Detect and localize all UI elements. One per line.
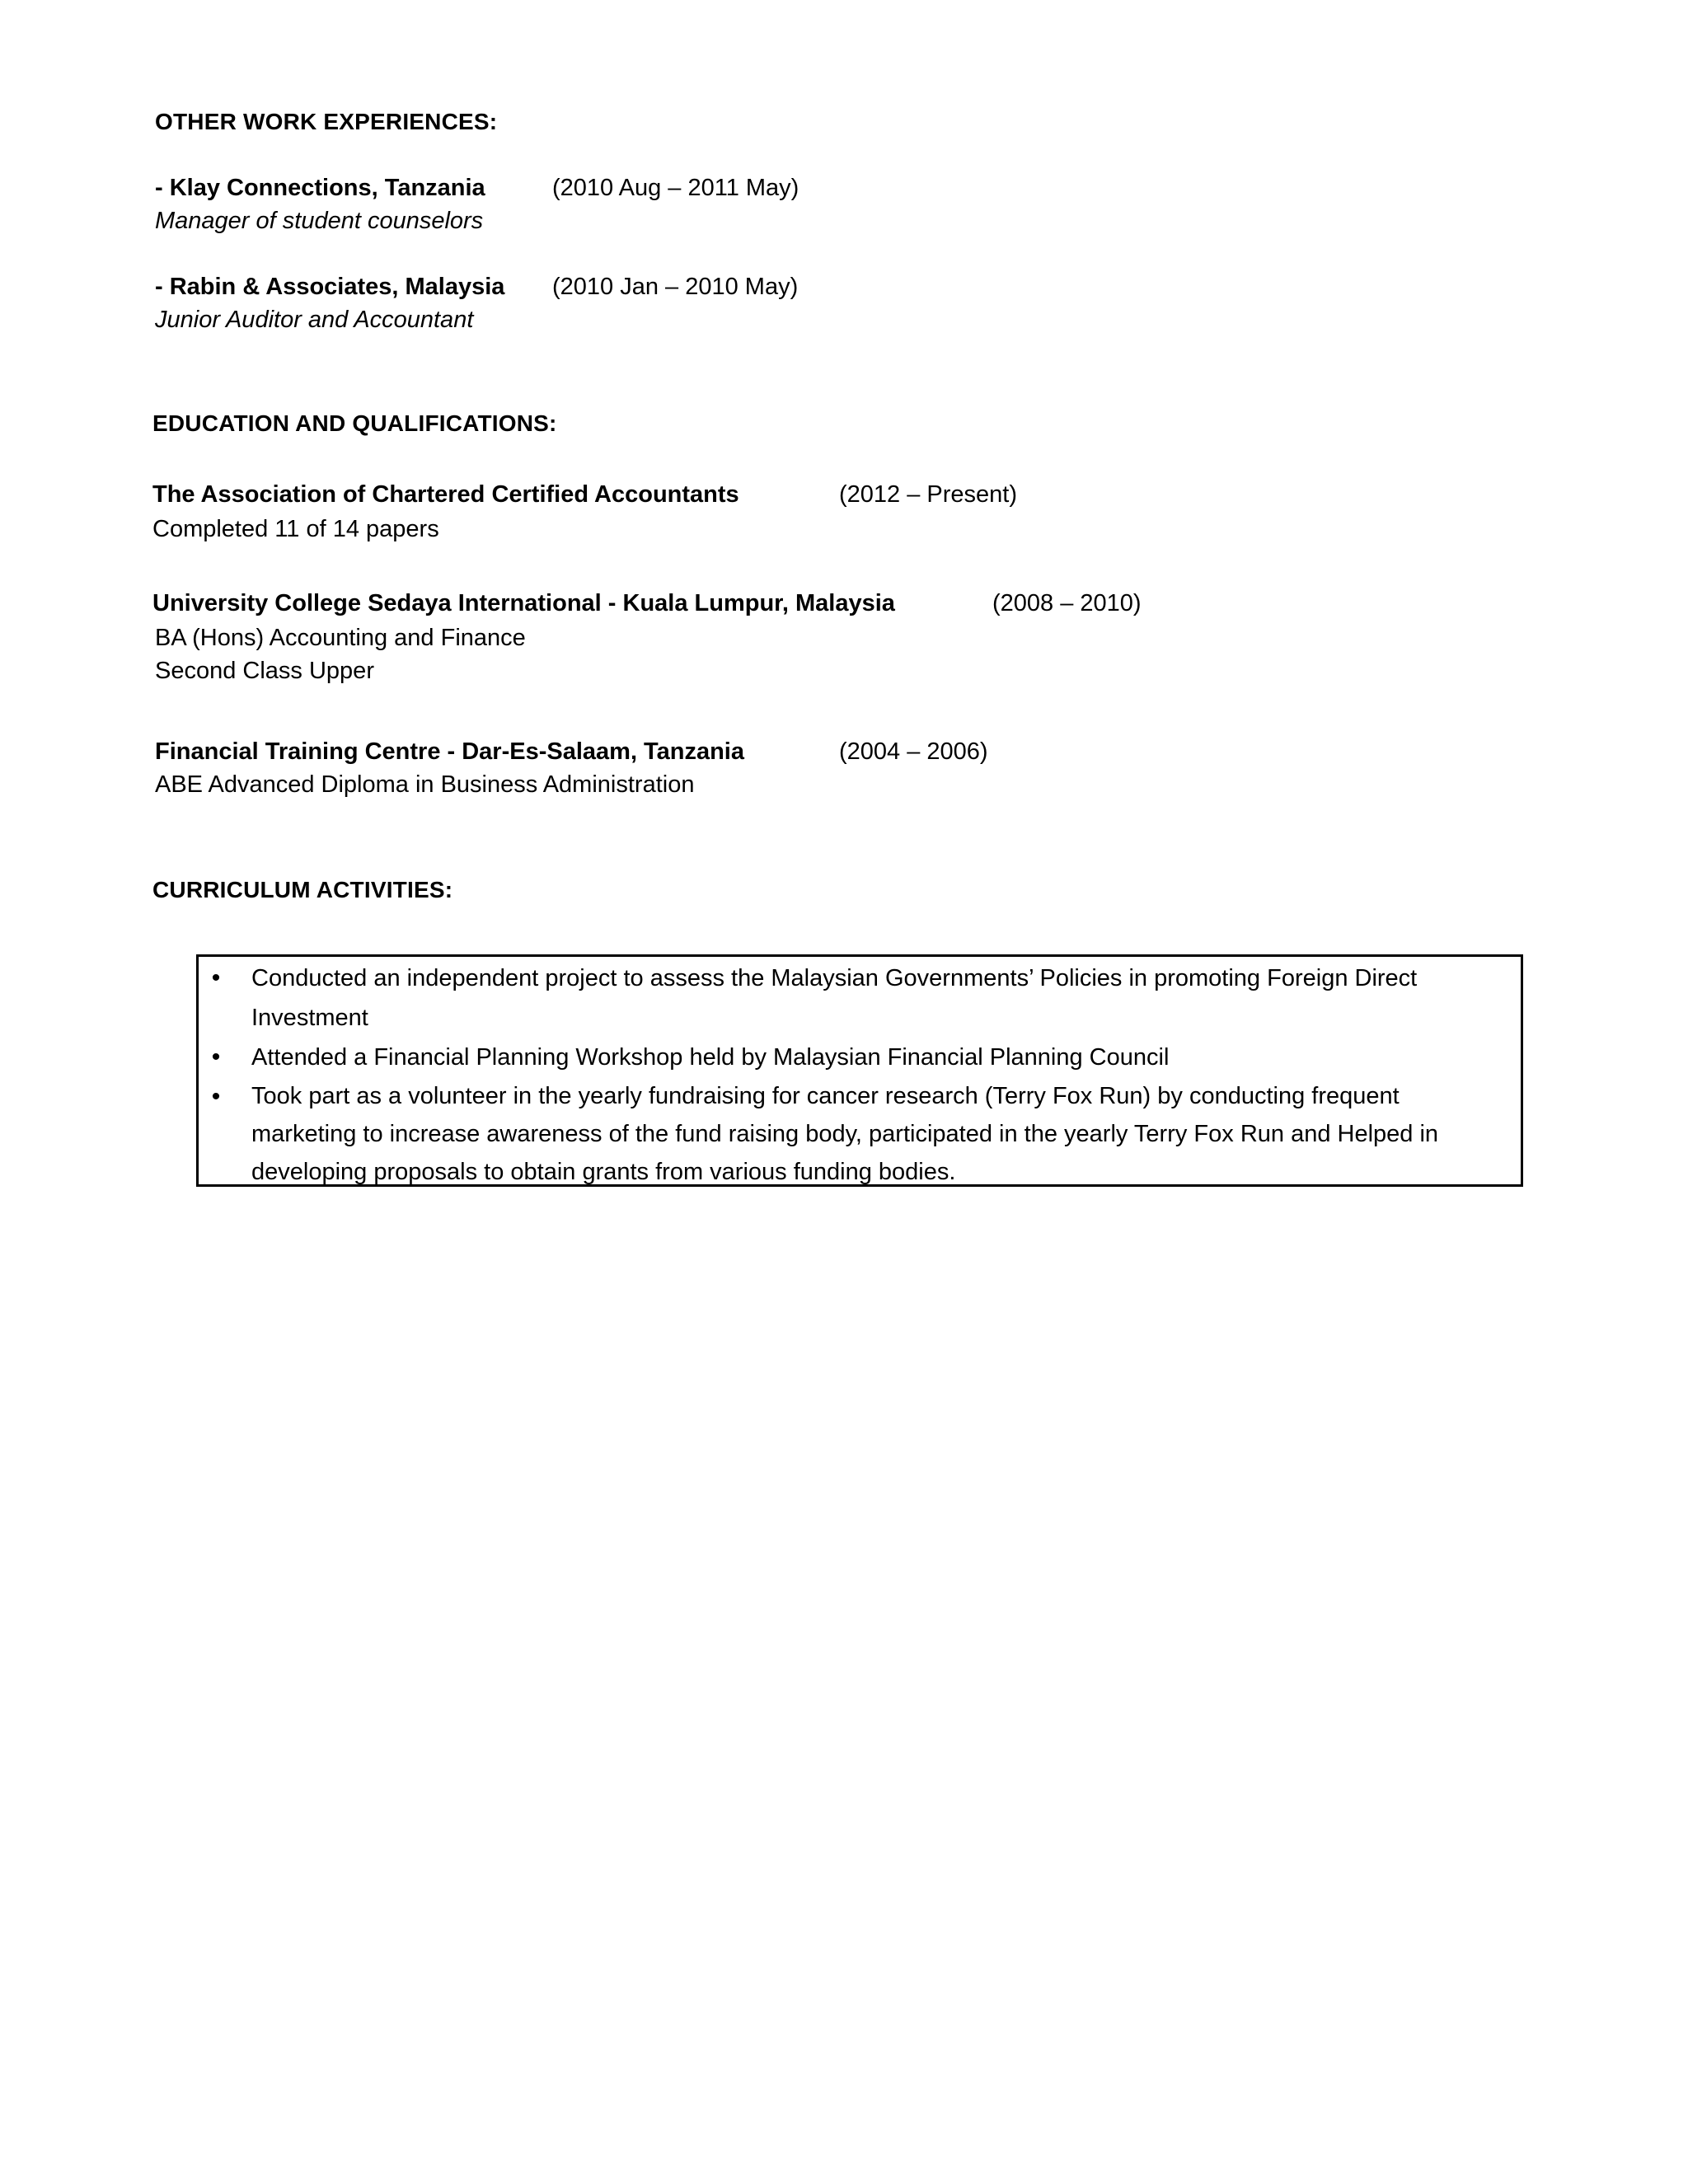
education-dates: (2008 – 2010) xyxy=(992,590,1142,616)
education-detail: Second Class Upper xyxy=(155,658,374,684)
education-institution: University College Sedaya International - Kuala Lumpur, Malaysia xyxy=(152,590,895,616)
bullet-icon: • xyxy=(211,1083,221,1110)
bullet-icon: • xyxy=(211,964,221,991)
education-detail: Completed 11 of 14 papers xyxy=(152,516,439,542)
work-entry-role: Manager of student counselors xyxy=(155,208,484,234)
activity-text: Took part as a volunteer in the yearly fundraising for cancer research (Terry Fox Run) by conducting frequent marketing to increase awareness of the fund raising body, participated in the yearly Terry Fox Run and Helped in developing proposals to obtain grants from various funding bodies. xyxy=(251,1083,1439,1185)
education-institution: Financial Training Centre - Dar-Es-Salaam, Tanzania xyxy=(155,738,744,765)
activities-heading: CURRICULUM ACTIVITIES: xyxy=(152,877,453,902)
education-dates: (2012 – Present) xyxy=(839,481,1018,508)
education-detail: BA (Hons) Accounting and Finance xyxy=(155,625,526,651)
work-entry-org: - Rabin & Associates, Malaysia xyxy=(155,274,505,300)
education-institution: The Association of Chartered Certified Accountants xyxy=(152,481,739,508)
activity-text: Attended a Financial Planning Workshop held by Malaysian Financial Planning Council xyxy=(251,1044,1170,1071)
work-entry-dates: (2010 Jan – 2010 May) xyxy=(552,274,799,300)
activity-text: Conducted an independent project to assess the Malaysian Governments’ Policies in promoting Foreign Direct Investment xyxy=(251,965,1418,1031)
education-dates: (2004 – 2006) xyxy=(839,738,988,765)
education-detail: ABE Advanced Diploma in Business Administration xyxy=(155,771,695,798)
work-experience-heading: OTHER WORK EXPERIENCES: xyxy=(155,109,498,134)
work-entry-org: - Klay Connections, Tanzania xyxy=(155,175,485,201)
work-entry-dates: (2010 Aug – 2011 May) xyxy=(552,175,799,201)
bullet-icon: • xyxy=(211,1043,221,1071)
activities-box xyxy=(196,954,1523,1187)
education-heading: EDUCATION AND QUALIFICATIONS: xyxy=(152,410,557,436)
work-entry-role: Junior Auditor and Accountant xyxy=(155,307,474,333)
